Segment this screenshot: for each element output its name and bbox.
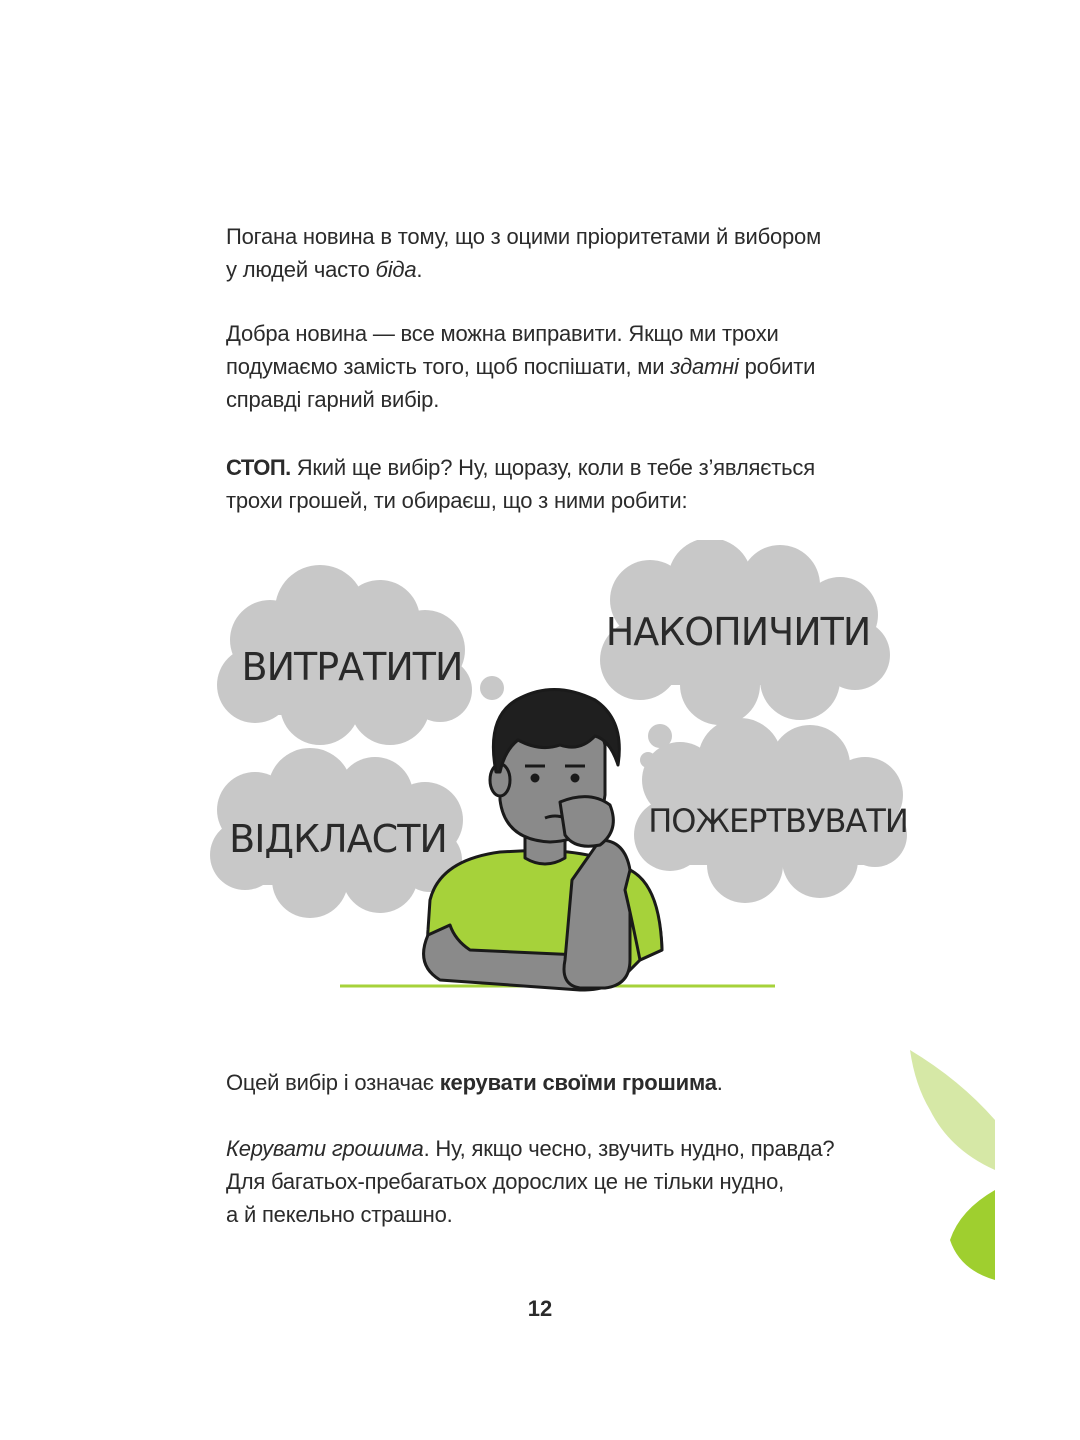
text-line: . Ну, якщо чесно, звучить нудно, правда? xyxy=(423,1136,835,1161)
boy-figure xyxy=(424,689,662,990)
paragraph-manage-money xyxy=(226,1066,866,1099)
paragraph-stop xyxy=(226,451,866,517)
bold-text: керувати своїми грошима xyxy=(439,1070,717,1095)
text-line: . xyxy=(716,1070,723,1095)
leaf-decoration xyxy=(900,1040,1000,1290)
text-line: у людей часто xyxy=(226,257,376,282)
paragraph-good-news xyxy=(226,317,866,416)
emphasis-text: Керувати грошима xyxy=(226,1136,424,1161)
cloud-label-spend: ВИТРАТИТИ xyxy=(241,645,463,689)
text-line: а й пекельно страшно. xyxy=(226,1202,453,1227)
text-line: Який ще вибір? Ну, щоразу, коли в тебе з’являється xyxy=(290,455,815,480)
cloud-label-save: НАКОПИЧИТИ xyxy=(605,610,871,654)
thinking-boy-illustration xyxy=(200,540,920,1020)
text-line: Погана новина в тому, що з оцими пріоритетами й вибором xyxy=(226,224,822,249)
paragraph-bad-news xyxy=(226,220,866,286)
emphasis-text: біда xyxy=(375,257,417,282)
paragraph-boring xyxy=(226,1132,866,1231)
text-line: Оцей вибір і означає xyxy=(226,1070,440,1095)
emphasis-text: здатні xyxy=(670,354,739,379)
text-line: трохи грошей, ти обираєш, що з ними робити: xyxy=(226,488,688,513)
text-line: справді гарний вибір. xyxy=(226,387,440,412)
cloud-label-donate: ПОЖЕРТВУВАТИ xyxy=(648,802,908,840)
stop-word: СТОП. xyxy=(226,455,291,480)
text-line: Добра новина — все можна виправити. Якщо ми трохи xyxy=(226,321,779,346)
text-line: робити xyxy=(738,354,816,379)
page-number: 12 xyxy=(527,1296,553,1321)
text-line: подумаємо замість того, щоб поспішати, ми xyxy=(226,354,671,379)
cloud-label-postpone: ВІДКЛАСТИ xyxy=(229,817,447,861)
text-line: . xyxy=(416,257,423,282)
text-line: Для багатьох-пребагатьох дорослих це не тільки нудно, xyxy=(226,1169,785,1194)
